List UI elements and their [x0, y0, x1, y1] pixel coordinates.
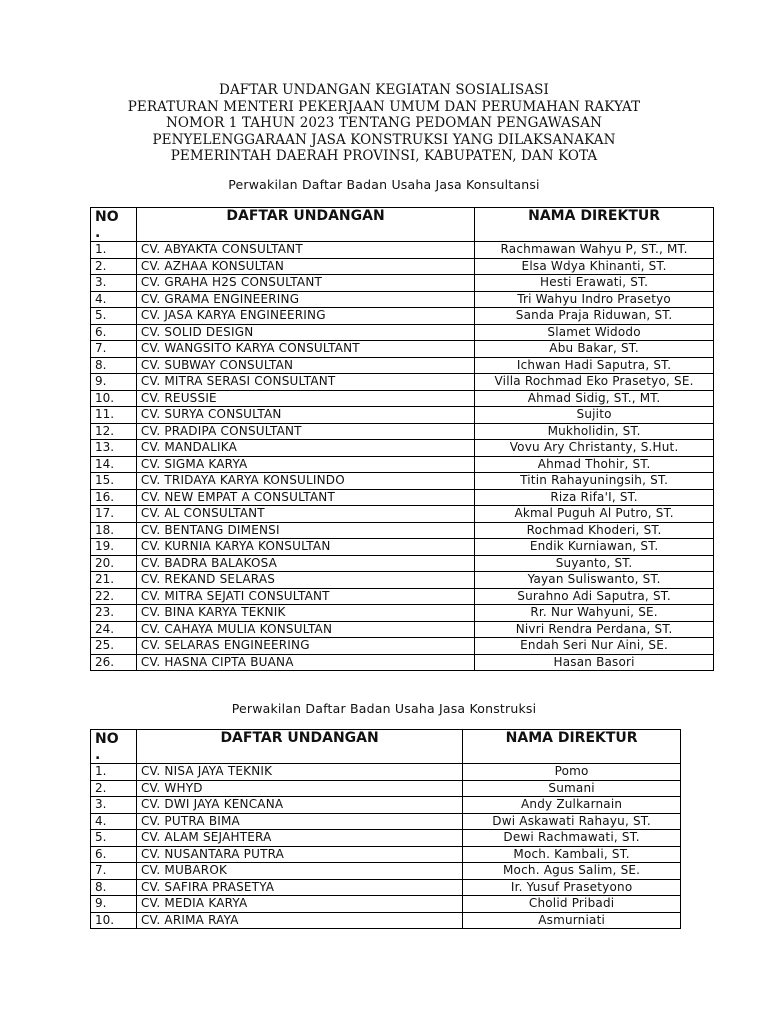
- section2-subtitle: Perwakilan Daftar Badan Usaha Jasa Konstruksi: [231, 701, 537, 716]
- table-row: [91, 242, 714, 259]
- row-number: 21.: [91, 572, 137, 589]
- row-number: 9.: [91, 374, 137, 391]
- table-row: [91, 555, 714, 572]
- table-row: [91, 275, 714, 292]
- table-row: [91, 879, 681, 896]
- table-row: [91, 456, 714, 473]
- row-number: 13.: [91, 440, 137, 457]
- title-line: PEMERINTAH DAERAH PROVINSI, KABUPATEN, DAN KOTA: [170, 148, 598, 164]
- section1-subtitle: Perwakilan Daftar Badan Usaha Jasa Konsultansi: [228, 177, 540, 192]
- row-number: 15.: [91, 473, 137, 490]
- company-name: CV. MITRA SEJATI CONSULTANT: [136, 588, 474, 605]
- company-name: CV. BADRA BALAKOSA: [136, 555, 474, 572]
- company-name: CV. WHYD: [136, 780, 462, 797]
- row-number: 1.: [91, 764, 137, 781]
- director-name: Sujito: [475, 407, 714, 424]
- director-name: Vovu Ary Christanty, S.Hut.: [475, 440, 714, 457]
- row-number: 20.: [91, 555, 137, 572]
- row-number: 2.: [91, 780, 137, 797]
- director-name: Dewi Rachmawati, ST.: [463, 830, 681, 847]
- table-row: [91, 506, 714, 523]
- row-number: 6.: [91, 846, 137, 863]
- consultancy-table-body: [91, 242, 714, 671]
- title-line: NOMOR 1 TAHUN 2023 TENTANG PEDOMAN PENGAWASAN: [165, 115, 603, 131]
- company-name: CV. SOLID DESIGN: [136, 324, 474, 341]
- table-row: [91, 522, 714, 539]
- company-name: CV. MANDALIKA: [136, 440, 474, 457]
- row-number: 3.: [91, 797, 137, 814]
- table-row: [91, 830, 681, 847]
- company-name: CV. BENTANG DIMENSI: [136, 522, 474, 539]
- title-line: DAFTAR UNDANGAN KEGIATAN SOSIALISASI: [219, 82, 549, 98]
- director-name: Endah Seri Nur Aini, SE.: [475, 638, 714, 655]
- director-name: Ir. Yusuf Prasetyono: [463, 879, 681, 896]
- director-name: Surahno Adi Saputra, ST.: [475, 588, 714, 605]
- table-row: [91, 407, 714, 424]
- row-number: 4.: [91, 813, 137, 830]
- table-row: [91, 390, 714, 407]
- table-row: [91, 863, 681, 880]
- company-name: CV. GRAMA ENGINEERING: [136, 291, 474, 308]
- row-number: 11.: [91, 407, 137, 424]
- company-name: CV. ABYAKTA CONSULTANT: [136, 242, 474, 259]
- table-row: [91, 654, 714, 671]
- table-row: [91, 539, 714, 556]
- table-row: [91, 308, 714, 325]
- director-name: Ahmad Sidig, ST., MT.: [475, 390, 714, 407]
- row-number: 3.: [91, 275, 137, 292]
- company-name: CV. WANGSITO KARYA CONSULTANT: [136, 341, 474, 358]
- table-row: [91, 374, 714, 391]
- director-name: Rachmawan Wahyu P, ST., MT.: [475, 242, 714, 259]
- table-row: [91, 605, 714, 622]
- table-header-row: [91, 730, 681, 764]
- director-name: Moch. Kambali, ST.: [463, 846, 681, 863]
- company-name: CV. DWI JAYA KENCANA: [136, 797, 462, 814]
- table-row: [91, 896, 681, 913]
- table-row: [91, 797, 681, 814]
- row-number: 2.: [91, 258, 137, 275]
- row-number: 14.: [91, 456, 137, 473]
- row-number: 24.: [91, 621, 137, 638]
- table-row: [91, 489, 714, 506]
- document-title: [0, 82, 768, 165]
- company-name: CV. SELARAS ENGINEERING: [136, 638, 474, 655]
- director-name: Mukholidin, ST.: [475, 423, 714, 440]
- company-name: CV. BINA KARYA TEKNIK: [136, 605, 474, 622]
- row-number: 22.: [91, 588, 137, 605]
- director-name: Yayan Suliswanto, ST.: [475, 572, 714, 589]
- construction-table: [90, 729, 681, 929]
- company-name: CV. KURNIA KARYA KONSULTAN: [136, 539, 474, 556]
- row-number: 1.: [91, 242, 137, 259]
- row-number: 5.: [91, 308, 137, 325]
- director-name: Ichwan Hadi Saputra, ST.: [475, 357, 714, 374]
- header-nama-direktur: NAMA DIREKTUR: [475, 208, 714, 242]
- director-name: Hasan Basori: [475, 654, 714, 671]
- row-number: 19.: [91, 539, 137, 556]
- director-name: Moch. Agus Salim, SE.: [463, 863, 681, 880]
- consultancy-table: [90, 207, 714, 671]
- director-name: Pomo: [463, 764, 681, 781]
- director-name: Villa Rochmad Eko Prasetyo, SE.: [475, 374, 714, 391]
- row-number: 26.: [91, 654, 137, 671]
- director-name: Nivri Rendra Perdana, ST.: [475, 621, 714, 638]
- company-name: CV. NUSANTARA PUTRA: [136, 846, 462, 863]
- director-name: Titin Rahayuningsih, ST.: [475, 473, 714, 490]
- director-name: Tri Wahyu Indro Prasetyo: [475, 291, 714, 308]
- director-name: Cholid Pribadi: [463, 896, 681, 913]
- director-name: Endik Kurniawan, ST.: [475, 539, 714, 556]
- row-number: 9.: [91, 896, 137, 913]
- row-number: 10.: [91, 912, 137, 929]
- table-row: [91, 621, 714, 638]
- company-name: CV. ARIMA RAYA: [136, 912, 462, 929]
- director-name: Abu Bakar, ST.: [475, 341, 714, 358]
- header-no: NO .: [91, 730, 137, 764]
- table-row: [91, 764, 681, 781]
- table-row: [91, 572, 714, 589]
- company-name: CV. PRADIPA CONSULTANT: [136, 423, 474, 440]
- company-name: CV. TRIDAYA KARYA KONSULINDO: [136, 473, 474, 490]
- row-number: 16.: [91, 489, 137, 506]
- header-no: NO .: [91, 208, 137, 242]
- director-name: Rochmad Khoderi, ST.: [475, 522, 714, 539]
- table-row: [91, 291, 714, 308]
- director-name: Hesti Erawati, ST.: [475, 275, 714, 292]
- header-daftar-undangan: DAFTAR UNDANGAN: [136, 730, 462, 764]
- row-number: 8.: [91, 357, 137, 374]
- company-name: CV. AZHAA KONSULTAN: [136, 258, 474, 275]
- director-name: Sanda Praja Riduwan, ST.: [475, 308, 714, 325]
- table-row: [91, 473, 714, 490]
- director-name: Dwi Askawati Rahayu, ST.: [463, 813, 681, 830]
- construction-table-body: [91, 764, 681, 929]
- company-name: CV. NEW EMPAT A CONSULTANT: [136, 489, 474, 506]
- company-name: CV. NISA JAYA TEKNIK: [136, 764, 462, 781]
- row-number: 18.: [91, 522, 137, 539]
- director-name: Suyanto, ST.: [475, 555, 714, 572]
- table-row: [91, 638, 714, 655]
- company-name: CV. MITRA SERASI CONSULTANT: [136, 374, 474, 391]
- table-row: [91, 440, 714, 457]
- row-number: 6.: [91, 324, 137, 341]
- company-name: CV. GRAHA H2S CONSULTANT: [136, 275, 474, 292]
- company-name: CV. MUBAROK: [136, 863, 462, 880]
- director-name: Andy Zulkarnain: [463, 797, 681, 814]
- company-name: CV. CAHAYA MULIA KONSULTAN: [136, 621, 474, 638]
- company-name: CV. HASNA CIPTA BUANA: [136, 654, 474, 671]
- company-name: CV. SAFIRA PRASETYA: [136, 879, 462, 896]
- company-name: CV. SURYA CONSULTAN: [136, 407, 474, 424]
- company-name: CV. PUTRA BIMA: [136, 813, 462, 830]
- director-name: Slamet Widodo: [475, 324, 714, 341]
- company-name: CV. SUBWAY CONSULTAN: [136, 357, 474, 374]
- table-row: [91, 780, 681, 797]
- company-name: CV. REKAND SELARAS: [136, 572, 474, 589]
- title-line: PENYELENGGARAAN JASA KONSTRUKSI YANG DILAKSANAKAN: [152, 131, 616, 148]
- title-line: PERATURAN MENTERI PEKERJAAN UMUM DAN PERUMAHAN RAKYAT: [127, 98, 641, 115]
- director-name: Riza Rifa'I, ST.: [475, 489, 714, 506]
- row-number: 4.: [91, 291, 137, 308]
- company-name: CV. ALAM SEJAHTERA: [136, 830, 462, 847]
- table-row: [91, 258, 714, 275]
- table-row: [91, 324, 714, 341]
- table-row: [91, 846, 681, 863]
- table-row: [91, 423, 714, 440]
- table-row: [91, 588, 714, 605]
- row-number: 12.: [91, 423, 137, 440]
- director-name: Akmal Puguh Al Putro, ST.: [475, 506, 714, 523]
- director-name: Sumani: [463, 780, 681, 797]
- director-name: Asmurniati: [463, 912, 681, 929]
- company-name: CV. SIGMA KARYA: [136, 456, 474, 473]
- table-header-row: [91, 208, 714, 242]
- director-name: Rr. Nur Wahyuni, SE.: [475, 605, 714, 622]
- company-name: CV. JASA KARYA ENGINEERING: [136, 308, 474, 325]
- table-row: [91, 341, 714, 358]
- company-name: CV. MEDIA KARYA: [136, 896, 462, 913]
- header-daftar-undangan: DAFTAR UNDANGAN: [136, 208, 474, 242]
- row-number: 5.: [91, 830, 137, 847]
- row-number: 7.: [91, 863, 137, 880]
- row-number: 10.: [91, 390, 137, 407]
- table-row: [91, 912, 681, 929]
- table-row: [91, 813, 681, 830]
- director-name: Elsa Wdya Khinanti, ST.: [475, 258, 714, 275]
- row-number: 25.: [91, 638, 137, 655]
- table-row: [91, 357, 714, 374]
- row-number: 23.: [91, 605, 137, 622]
- director-name: Ahmad Thohir, ST.: [475, 456, 714, 473]
- row-number: 17.: [91, 506, 137, 523]
- row-number: 7.: [91, 341, 137, 358]
- header-nama-direktur: NAMA DIREKTUR: [463, 730, 681, 764]
- company-name: CV. AL CONSULTANT: [136, 506, 474, 523]
- company-name: CV. REUSSIE: [136, 390, 474, 407]
- row-number: 8.: [91, 879, 137, 896]
